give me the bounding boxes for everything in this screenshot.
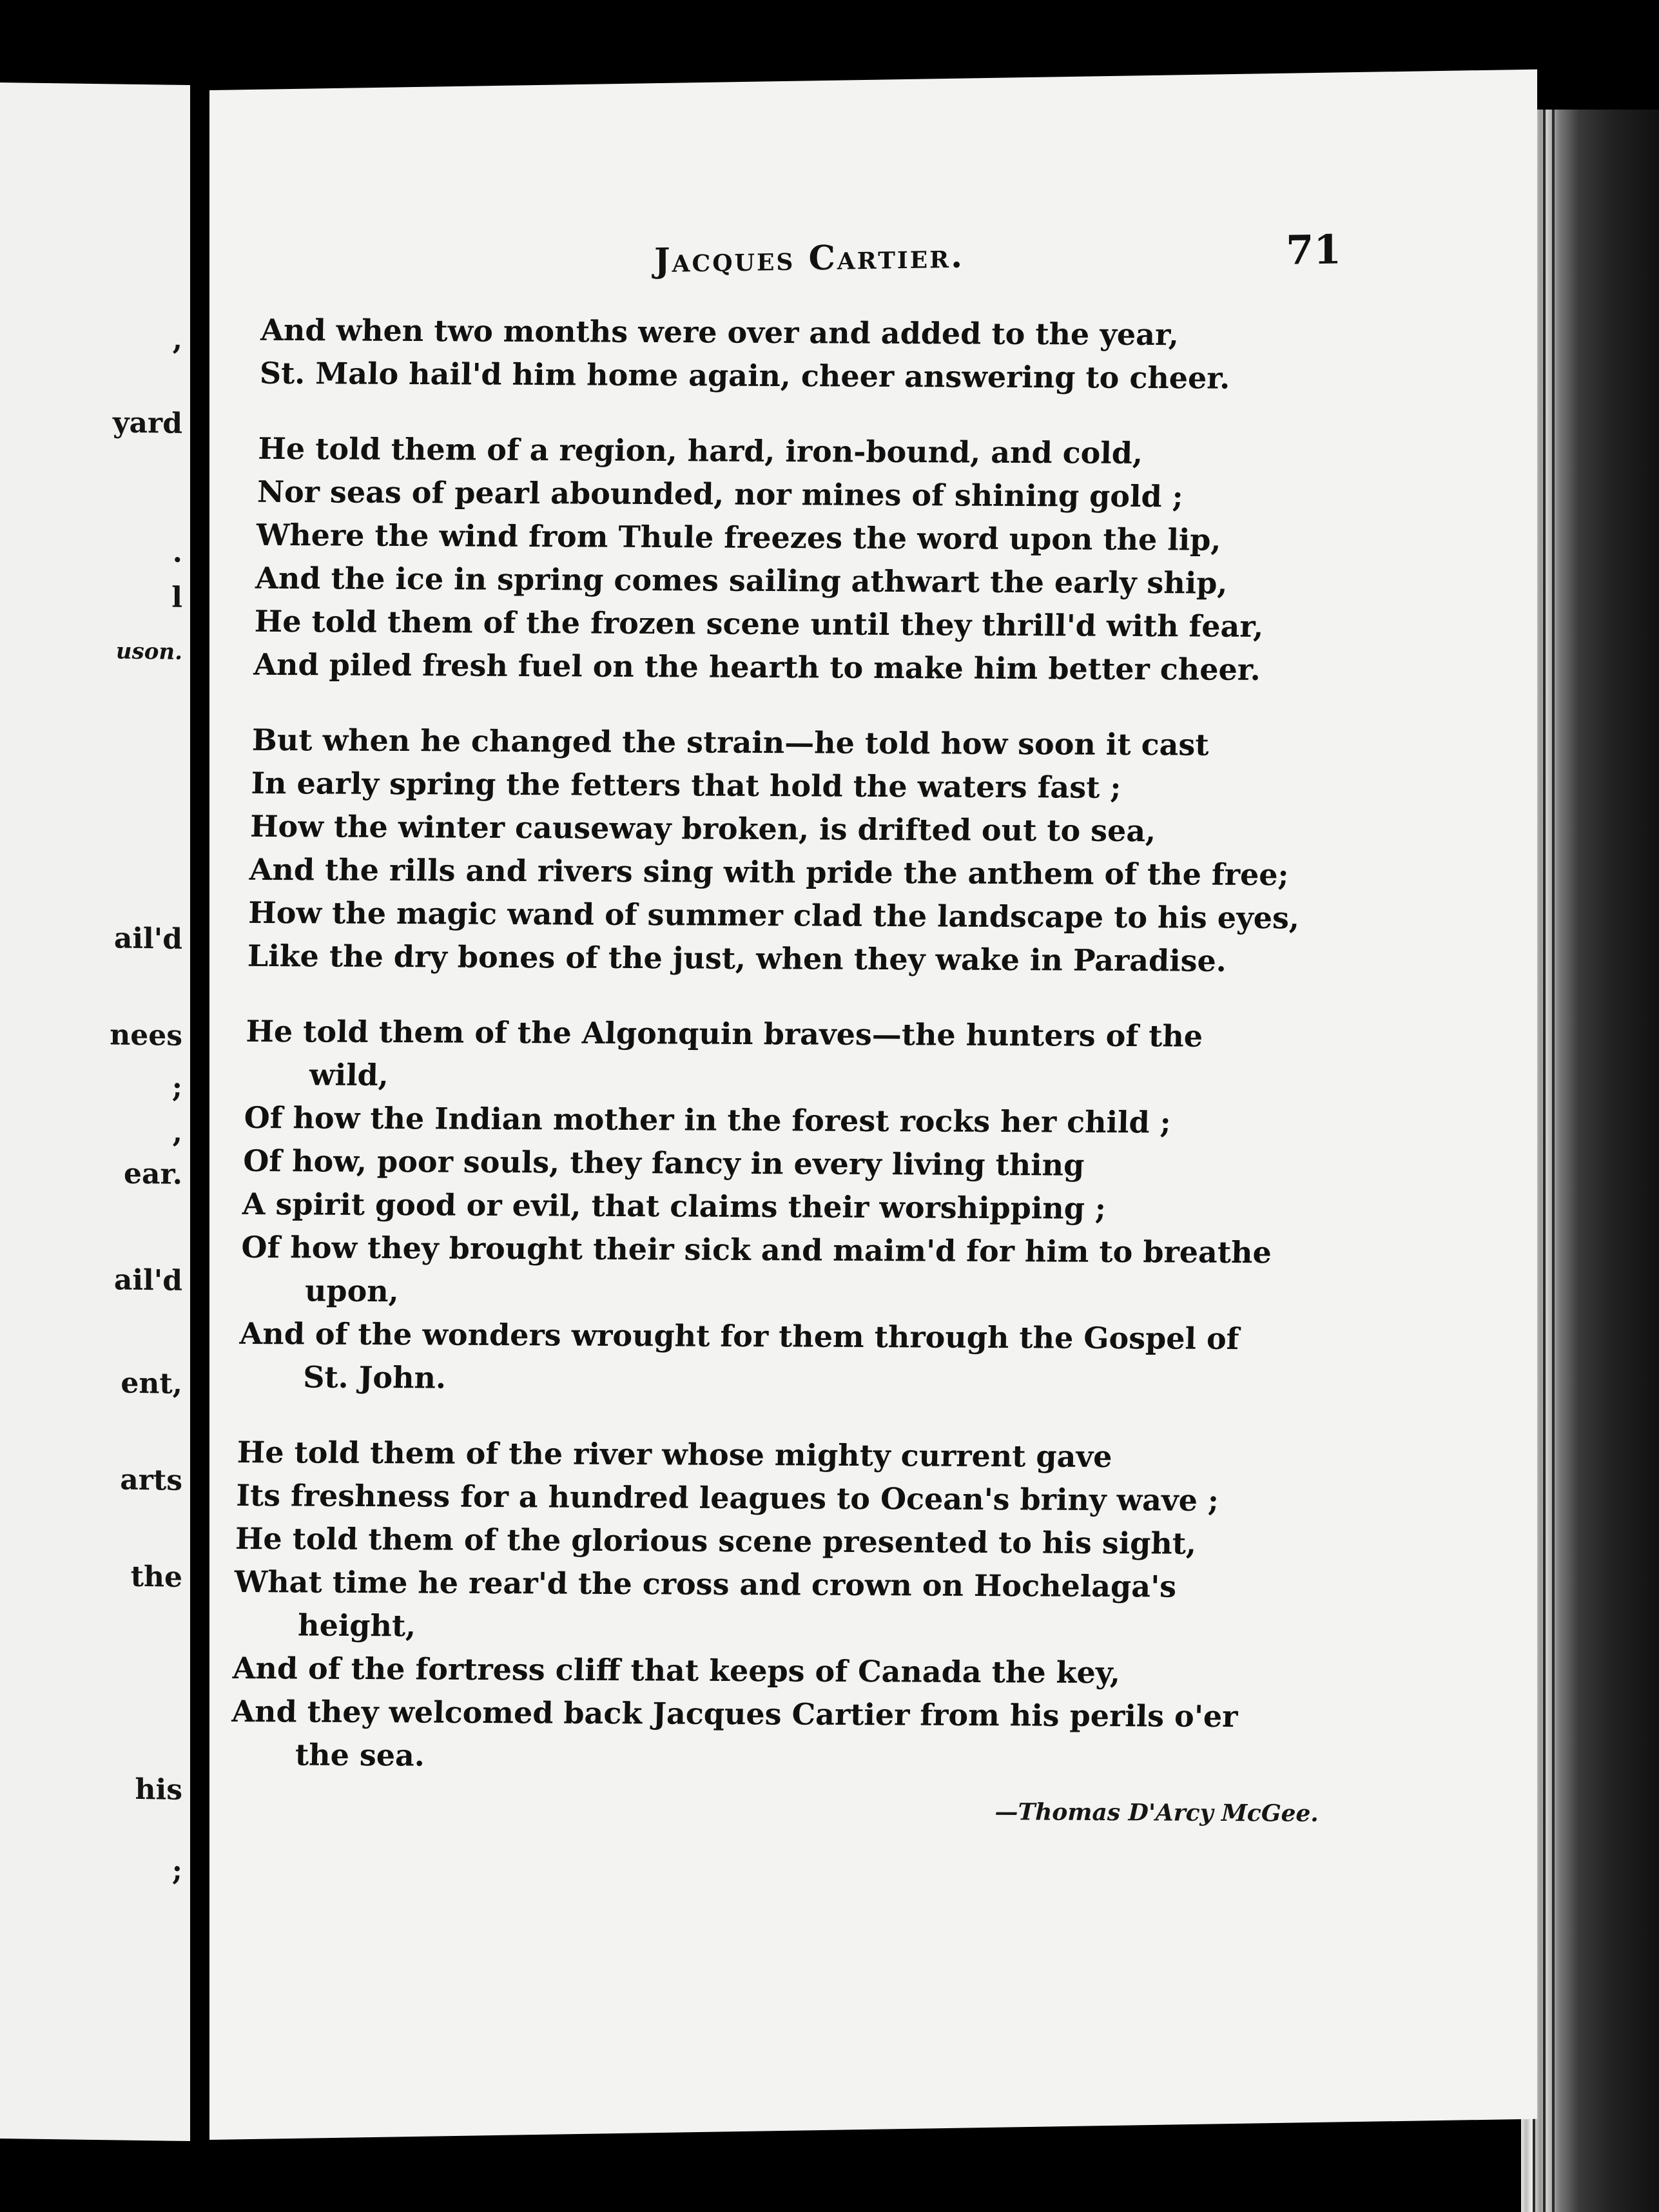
poem-line: Where the wind from Thule freezes the word upon the lip, [256, 517, 1222, 558]
left-page-fragment: , [172, 323, 182, 356]
poem-line: How the magic wand of summer clad the landscape to his eyes, [247, 895, 1300, 936]
running-title: Jacques Cartier. [654, 236, 965, 281]
poem-line: Like the dry bones of the just, when they wake in Paradise. [247, 938, 1227, 978]
poem-line-continuation: St. John. [302, 1359, 447, 1395]
left-page [0, 82, 190, 2141]
poem-line: Of how the Indian mother in the forest rocks her child ; [244, 1100, 1172, 1140]
left-page-fragment: his [135, 1772, 182, 1807]
page-number: 71 [1286, 226, 1342, 274]
left-page-fragment: nees [110, 1018, 182, 1053]
poem-line: St. Malo hail'd him home again, cheer answering to cheer. [259, 355, 1230, 396]
left-page-fragment: . [172, 536, 182, 569]
stanza [230, 1431, 1346, 1782]
poem-line: How the winter causeway broken, is drifted out to sea, [249, 808, 1156, 849]
page-header [209, 218, 1537, 309]
poem-line-continuation: the sea. [295, 1737, 425, 1773]
left-page-fragment: yard [112, 406, 182, 440]
poem-line: He told them of the river whose mighty current gave [237, 1434, 1113, 1475]
poem-line-continuation: wild, [309, 1057, 389, 1093]
poem-line: And the rills and rivers sing with pride the anthem of the free; [249, 851, 1290, 893]
poem-line: Of how they brought their sick and maim'd for him to breathe [240, 1229, 1272, 1270]
left-page-fragment: ear. [124, 1157, 182, 1191]
poem-line: He told them of the frozen scene until they thrill'd with fear, [254, 603, 1264, 644]
poem-line: But when he changed the strain—he told how soon it cast [251, 722, 1210, 762]
poem-line: And they welcomed back Jacques Cartier from his perils o'er [231, 1693, 1238, 1734]
stanza [238, 1010, 1355, 1404]
poem-line: He told them of a region, hard, iron-bound, and cold, [257, 431, 1143, 471]
left-page-fragment: ail'd [113, 922, 182, 956]
left-page-fragment: uson. [115, 638, 182, 665]
left-page-fragment: , [172, 1116, 182, 1149]
poem-line: And the ice in spring comes sailing athwart the early ship, [255, 560, 1228, 601]
left-page-fragment: the [130, 1560, 182, 1594]
right-page [209, 70, 1537, 2140]
book-gutter [190, 84, 209, 2153]
left-page-fragment: ; [171, 1071, 182, 1104]
left-page-fragment: ail'd [113, 1263, 182, 1297]
poem-line: He told them of the glorious scene presented to his sight, [235, 1520, 1197, 1561]
poem-body [229, 309, 1370, 1827]
poem-line: Of how, poor souls, they fancy in every living thing [242, 1143, 1085, 1183]
poem-line: He told them of the Algonquin braves—the hunters of the [245, 1013, 1203, 1054]
poem-line: Nor seas of pearl abounded, nor mines of shining gold ; [257, 474, 1184, 514]
poem-line-continuation: height, [297, 1607, 416, 1644]
left-page-fragment: arts [120, 1463, 182, 1497]
stanza [247, 719, 1361, 984]
poem-attribution: —Thomas D'Arcy McGee. [994, 1798, 1319, 1827]
poem-line: And of the wonders wrought for them through the Gospel of [239, 1315, 1240, 1357]
stanza [253, 427, 1367, 692]
poem-line: And when two months were over and added to the year, [260, 312, 1179, 353]
poem-line: What time he rear'd the cross and crown on Hochelaga's [234, 1564, 1177, 1604]
poem-line: In early spring the fetters that hold the waters fast ; [251, 765, 1122, 805]
left-page-fragment: ent, [121, 1366, 182, 1401]
poem-line: And piled fresh fuel on the hearth to make him better cheer. [253, 646, 1261, 687]
page-fore-edge [1521, 110, 1659, 2212]
stanza [259, 309, 1369, 401]
poem-line: Its freshness for a hundred leagues to Ocean's briny wave ; [235, 1477, 1219, 1518]
poem-line: A spirit good or evil, that claims their worshipping ; [242, 1186, 1107, 1226]
poem-line-continuation: upon, [304, 1273, 400, 1309]
left-page-fragment: ; [171, 1854, 182, 1887]
poem-line: And of the fortress cliff that keeps of Canada the key, [232, 1650, 1121, 1691]
left-page-fragment: l [171, 581, 182, 614]
